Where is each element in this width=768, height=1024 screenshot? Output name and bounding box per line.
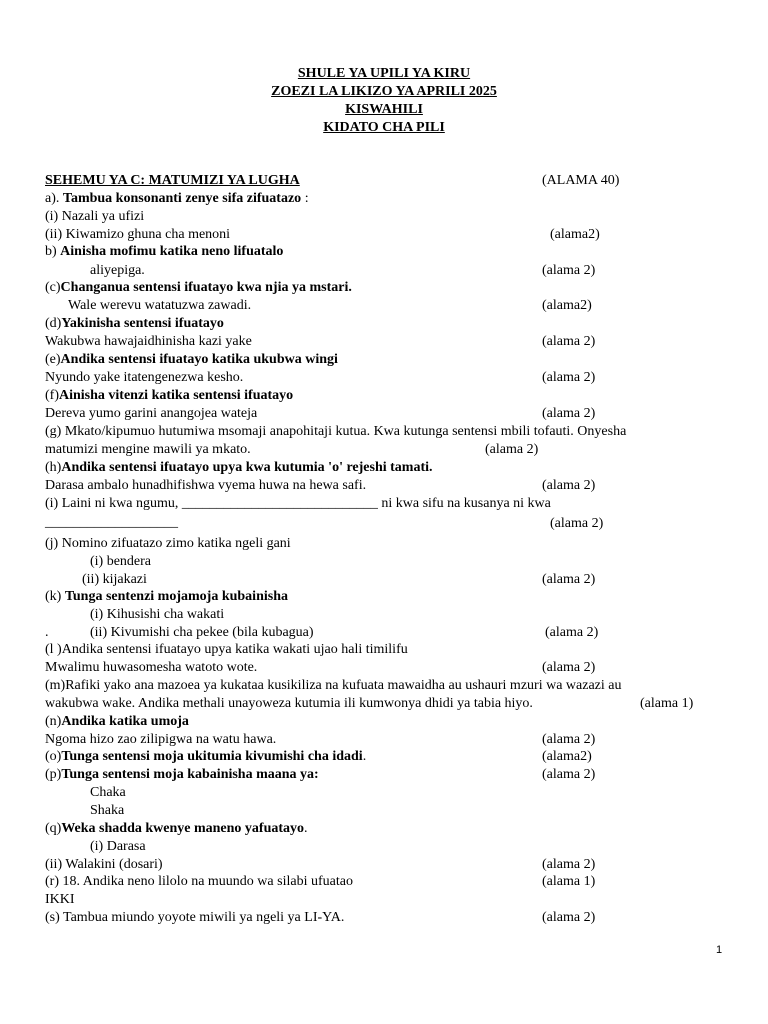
- question-k-ii: (ii) Kivumishi cha pekee (bila kubagua): [90, 625, 314, 640]
- question-a: a). Tambua konsonanti zenye sifa zifuatazo :: [45, 191, 309, 206]
- marks-f: (alama 2): [542, 406, 596, 421]
- question-k-i: (i) Kihusishi cha wakati: [90, 607, 225, 622]
- question-m-line2: wakubwa wake. Andika methali unayoweza kutumia ili kumwonya dhidi ya tabia hiyo.: [45, 696, 533, 711]
- question-k-dot: .: [45, 625, 49, 640]
- marks-k: (alama 2): [545, 625, 599, 640]
- marks-c: (alama2): [542, 298, 592, 313]
- section-marks: (ALAMA 40): [542, 173, 620, 188]
- question-o: (o)Tunga sentensi moja ukitumia kivumishi cha idadi.: [45, 749, 367, 764]
- marks-l: (alama 2): [542, 660, 596, 675]
- question-l: (l )Andika sentensi ifuatayo upya katika wakati ujao hali timilifu: [45, 642, 408, 657]
- question-f: (f)Ainisha vitenzi katika sentensi ifuatayo: [45, 388, 294, 403]
- question-d: (d)Yakinisha sentensi ifuatayo: [45, 316, 224, 331]
- marks-q: (alama 2): [542, 857, 596, 872]
- marks-a: (alama2): [550, 227, 600, 242]
- marks-p: (alama 2): [542, 767, 596, 782]
- question-g-line2: matumizi mengine mawili ya mkato.: [45, 442, 251, 457]
- question-g-line1: (g) Mkato/kipumuo hutumiwa msomaji anapohitaji kutua. Kwa kutunga sentensi mbili tofauti. Onyesha: [45, 424, 627, 439]
- question-n: (n)Andika katika umoja: [45, 714, 189, 729]
- question-i-line1: (i) Laini ni kwa ngumu, ____________________________ ni kwa sifu na kusanya ni kwa: [45, 496, 551, 511]
- question-c: (c)Changanua sentensi ifuatayo kwa njia ya mstari.: [45, 280, 352, 295]
- question-h: (h)Andika sentensi ifuatayo upya kwa kutumia 'o' rejeshi tamati.: [45, 460, 433, 475]
- question-e: (e)Andika sentensi ifuatayo katika ukubwa wingi: [45, 352, 338, 367]
- question-f-sentence: Dereva yumo garini anangojea wateja: [45, 406, 258, 421]
- question-b: b) Ainisha mofimu katika neno lifuatalo: [45, 244, 284, 259]
- question-l-sentence: Mwalimu huwasomesha watoto wote.: [45, 660, 258, 675]
- exam-title: ZOEZI LA LIKIZO YA APRILI 2025: [271, 84, 497, 99]
- form-title: KIDATO CHA PILI: [323, 120, 445, 135]
- question-h-sentence: Darasa ambalo hunadhifishwa vyema huwa na hewa safi.: [45, 478, 367, 493]
- question-r: (r) 18. Andika neno lilolo na muundo wa silabi ufuatao: [45, 874, 353, 889]
- question-b-word: aliyepiga.: [90, 263, 145, 278]
- question-k: (k) Tunga sentenzi mojamoja kubainisha: [45, 589, 288, 604]
- marks-d: (alama 2): [542, 334, 596, 349]
- question-p: (p)Tunga sentensi moja kabainisha maana ya:: [45, 767, 319, 782]
- question-m-line1: (m)Rafiki yako ana mazoea ya kukataa kusikiliza na kufuata mawaidha au ushauri mzuri wa wazazi au: [45, 678, 622, 693]
- question-c-sentence: Wale werevu watatuzwa zawadi.: [68, 298, 252, 313]
- question-d-sentence: Wakubwa hawajaidhinisha kazi yake: [45, 334, 252, 349]
- question-e-sentence: Nyundo yake itatengenezwa kesho.: [45, 370, 244, 385]
- marks-i: (alama 2): [550, 516, 604, 531]
- subject-title: KISWAHILI: [345, 102, 423, 117]
- marks-h: (alama 2): [542, 478, 596, 493]
- question-q: (q)Weka shadda kwenye maneno yafuatayo.: [45, 821, 308, 836]
- page-number: 1: [716, 944, 723, 956]
- marks-m: (alama 1): [640, 696, 694, 711]
- question-p-word2: Shaka: [90, 803, 125, 818]
- marks-s: (alama 2): [542, 910, 596, 925]
- marks-o: (alama2): [542, 749, 592, 764]
- question-s: (s) Tambua miundo yoyote miwili ya ngeli ya LI-YA.: [45, 910, 345, 925]
- question-p-word1: Chaka: [90, 785, 126, 800]
- question-n-sentence: Ngoma hizo zao zilipigwa na watu hawa.: [45, 732, 277, 747]
- question-q-ii: (ii) Walakini (dosari): [45, 857, 163, 872]
- question-r-pattern: IKKI: [45, 892, 75, 907]
- question-q-i: (i) Darasa: [90, 839, 146, 854]
- marks-e: (alama 2): [542, 370, 596, 385]
- question-a-i: (i) Nazali ya ufizi: [45, 209, 145, 224]
- question-a-ii: (ii) Kiwamizo ghuna cha menoni: [45, 227, 231, 242]
- school-name: SHULE YA UPILI YA KIRU: [297, 66, 471, 81]
- question-j-i: (i) bendera: [90, 554, 152, 569]
- question-j: (j) Nomino zifuatazo zimo katika ngeli gani: [45, 536, 291, 551]
- marks-r: (alama 1): [542, 874, 596, 889]
- question-j-ii: (ii) kijakazi: [82, 572, 147, 587]
- marks-j: (alama 2): [542, 572, 596, 587]
- marks-g: (alama 2): [485, 442, 539, 457]
- section-title: SEHEMU YA C: MATUMIZI YA LUGHA: [45, 173, 300, 188]
- question-i-line2: ___________________: [45, 515, 178, 530]
- marks-n: (alama 2): [542, 732, 596, 747]
- marks-b: (alama 2): [542, 263, 596, 278]
